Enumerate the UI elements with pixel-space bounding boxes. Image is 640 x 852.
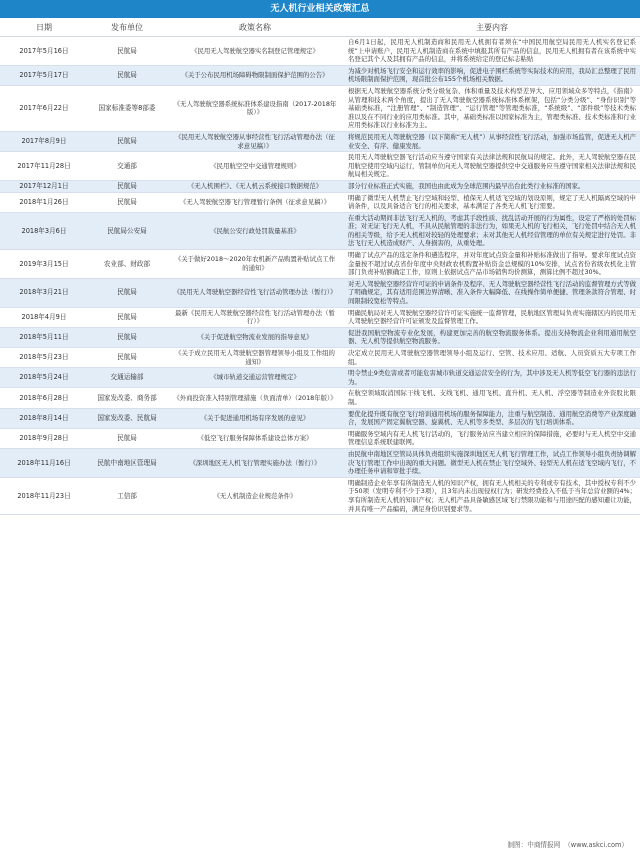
row-date: 2018年6月28日 — [0, 388, 88, 408]
row-unit: 国家发改委、民航局 — [88, 408, 166, 428]
table-row — [0, 327, 640, 347]
row-content: 民用无人驾驶航空器飞行活动应当遵守国家有关法律法规和民航局的规定。此外，无人驾驶航空器在民用航空使用空域内运行，管制单位向无人驾驶航空器提供空中交通服务应当遵守国家相关法律法规和民航局相关规定。 — [344, 152, 640, 181]
row-date: 2017年5月16日 — [0, 37, 88, 66]
row-content: 部分行业标准正式实施，我国也由此成为全球范围内最早出台此类行业标准的国家。 — [344, 180, 640, 192]
row-date: 2019年3月15日 — [0, 250, 88, 279]
row-content: 决定成立民用无人驾驶航空器管理领导小组及运行、空管、技术应用、适航、人员资质五大专项工作组。 — [344, 348, 640, 368]
row-unit: 民航局 — [88, 65, 166, 85]
source-label: 制图：中商情报网 — [507, 841, 561, 849]
row-content: 明确服务空域内有无人机飞行活动的，飞行服务站应当建立相应的保障措施，必要时与无人机空中交通管理信息系统联建联网。 — [344, 428, 640, 448]
table-row — [0, 131, 640, 151]
table-row — [0, 448, 640, 477]
row-name: 《城市轨道交通运营管理规定》 — [166, 368, 344, 388]
row-unit: 民航局 — [88, 348, 166, 368]
table-title: 无人机行业相关政策汇总 — [0, 0, 640, 18]
table-row — [0, 348, 640, 368]
row-name: 《关于促进通用机场有序发展的意见》 — [166, 408, 344, 428]
row-date: 2018年3月21日 — [0, 278, 88, 307]
row-content: 要优化提升既有航空飞行培训通用机场的服务保障能力，注重与航空制造、通用航空消费等产业深度融合，发展国产固定翼航空器、旋翼机、无人机等多类型、多层次的飞行培训体系。 — [344, 408, 640, 428]
row-content: 由民航中南地区空管局具体负责组织实施深圳地区无人机飞行管理工作，试点工作领导小组负责协调解决飞行管理工作中出现的重大问题。微型无人机在禁止飞行空域外、轻型无人机在适飞空域内飞行，不办理任务申请和审批手续。 — [344, 448, 640, 477]
row-unit: 民航中南地区管理局 — [88, 448, 166, 477]
row-date: 2017年12月1日 — [0, 180, 88, 192]
row-unit: 交通部 — [88, 152, 166, 181]
row-date: 2017年8月9日 — [0, 131, 88, 151]
table-row — [0, 152, 640, 181]
row-date: 2018年3月6日 — [0, 212, 88, 249]
row-content: 自6月1日起，民用无人机制造商和民用无人机拥有者须在“中国民用航空局民用无人机实名登记系统”上申请账户，民用无人机制造商在系统中填报其所有产品的信息，民用无人机拥有者在该系统中实名登记其个人及其拥有产品的信息，并将系统给定的登记标志粘贴 — [344, 37, 640, 66]
row-name: 《低空飞行服务保障体系建设总体方案》 — [166, 428, 344, 448]
source-note — [0, 838, 640, 852]
row-unit: 国家发改委、商务部 — [88, 388, 166, 408]
table-row — [0, 408, 640, 428]
row-name: 最新《民用无人驾驶航空器经营性飞行活动管理办法（暂行）》 — [166, 307, 344, 327]
row-unit: 民航局 — [88, 428, 166, 448]
row-name: 《外商投资准入特别管理措施（负面清单）（2018年版）》 — [166, 388, 344, 408]
row-unit: 民航局 — [88, 327, 166, 347]
header-name: 政策名称 — [166, 18, 344, 37]
table-row — [0, 307, 640, 327]
row-content: 明确了试点产品的选定条件和遴选程序，并对年度试点资金量和补贴标准做出了指导。要求年度试点资金量按不超过试点省份年度中央财政农机购置补贴资金总规模的10%安排，试点省份省级农机化主管部门负责补贴额确定工作，原则上依据试点产品市场销售均价测算，测算比例不超过30%。 — [344, 250, 640, 279]
row-content: 对无人驾驶航空器经营许可证的申请条件及程序、无人驾驶航空器经营性飞行活动的监督管理方式等做了明确规定，其有适用范围边界清晰、准入条件大幅降低、在线操作简单便捷、管理条款符合管理、时间限制较宽松等特点。 — [344, 278, 640, 307]
row-content: 根据无人驾驶航空器系统分类分级复杂、体积重量及技术构型差异大、应用领域众多等特点，《指南》从管理和技术两个角度，提出了无人驾驶航空器系统标准体系框架，包括“分类分级”、“身份识别”等基础类标准，“注册管理”、“制造管理”、“运行管理”等管理类标准，“系统级”、“部件级”等技术类标准以及在不同行业的应用类标准。其中，基础类标准以国家标准为主，管理类标准、技术类标准和行业应用类标准以行业标准为主。 — [344, 85, 640, 131]
row-content: 在航空领域取消国际干线飞机、支线飞机、通用飞机、直升机、无人机、浮空器等制造业外资股比限制。 — [344, 388, 640, 408]
table-row — [0, 368, 640, 388]
table-row — [0, 278, 640, 307]
row-content: 为减少对机场飞行安全和运行效率的影响，促进电子围栏系统等实际技术的应用，我局汇总整理了民用机场限制面保护范围，现首批公布155个机场相关数据。 — [344, 65, 640, 85]
row-content: 明确民航局对无人驾驶航空器经营许可证实施统一监督管理，民航地区管理局负责实施辖区内的民用无人驾驶航空器经营许可证颁发及监督管理工作。 — [344, 307, 640, 327]
row-date: 2018年9月28日 — [0, 428, 88, 448]
row-unit: 农业部、财政部 — [88, 250, 166, 279]
row-name: 《关于促进航空物流业发展的指导意见》 — [166, 327, 344, 347]
table-header-row — [0, 18, 640, 37]
table-row — [0, 85, 640, 131]
row-name: 《深圳地区无人机飞行管理实施办法（暂行）》 — [166, 448, 344, 477]
row-name: 《民用航空空中交通管理规则》 — [166, 152, 344, 181]
row-unit: 民航局 — [88, 307, 166, 327]
table-row — [0, 388, 640, 408]
row-date: 2018年5月24日 — [0, 368, 88, 388]
row-date: 2018年11月16日 — [0, 448, 88, 477]
row-date: 2017年5月17日 — [0, 65, 88, 85]
row-name: 《无人机制造企业规范条件》 — [166, 477, 344, 514]
header-unit: 发布单位 — [88, 18, 166, 37]
row-date: 2018年1月26日 — [0, 192, 88, 212]
row-name: 《关于做好2018～2020年农机新产品购置补贴试点工作的通知》 — [166, 250, 344, 279]
row-unit: 民航局 — [88, 37, 166, 66]
row-content: 明令禁止9类危害或者可能危害城市轨道交通运营安全的行为，其中涉及无人机等低空飞行器的违法行为。 — [344, 368, 640, 388]
row-date: 2018年5月23日 — [0, 348, 88, 368]
row-content: 促进我国航空物流专业化发展，构建更加完善的航空物流服务体系。提出支持物流企业利用通用航空器、无人机等提供航空物流服务。 — [344, 327, 640, 347]
policy-table — [0, 18, 640, 515]
row-date: 2017年11月28日 — [0, 152, 88, 181]
row-content: 明确了微型无人机禁止飞行空域和轻型、植保无人机适飞空域的划设原则，规定了无人机隔离空域的申请条件，以及具备适合飞行的相关要求，基本满足了各类无人机飞行需要。 — [344, 192, 640, 212]
row-name: 《民用无人驾驶航空器从事经营性飞行活动管理办法（征求意见稿）》 — [166, 131, 344, 151]
table-row — [0, 250, 640, 279]
table-row — [0, 192, 640, 212]
row-unit: 国家标准委等8部委 — [88, 85, 166, 131]
table-row — [0, 212, 640, 249]
row-unit: 工信部 — [88, 477, 166, 514]
row-name: 《民用无人驾驶航空器实名制登记管理规定》 — [166, 37, 344, 66]
table-row — [0, 37, 640, 66]
row-unit: 交通运输部 — [88, 368, 166, 388]
table-row — [0, 65, 640, 85]
row-content: 明确制造企业年享有所制造无人机的知识产权，拥有无人机相关的专利或专有技术，其中授权专利不少于50项（发明专利不少于3项），且3年内未出现侵权行为；研发经费投入不低于当年总营业额的4%；享有所制造无人机的知识产权；无人机产品具备敏感区域飞行禁限功能和与用途匹配的感知避让功能，并具有唯一产品编码，满足身份识别要求等。 — [344, 477, 640, 514]
row-unit: 民航局公安局 — [88, 212, 166, 249]
row-date: 2017年6月22日 — [0, 85, 88, 131]
header-date: 日期 — [0, 18, 88, 37]
row-date: 2018年11月23日 — [0, 477, 88, 514]
row-name: 《无人驾驶航空器飞行管理暂行条例（征求意见稿）》 — [166, 192, 344, 212]
row-name: 《民用无人驾驶航空器经营性飞行活动管理办法（暂行）》 — [166, 278, 344, 307]
row-unit: 民航局 — [88, 131, 166, 151]
row-name: 《无人机围栏》、《无人机云系统接口数据规范》 — [166, 180, 344, 192]
row-name: 《无人驾驶航空器系统标准体系建设指南（2017-2018年版）》 — [166, 85, 344, 131]
row-unit: 民航局 — [88, 192, 166, 212]
row-name: 《关于公布民用机场障碍物限制面保护范围的公告》 — [166, 65, 344, 85]
row-content: 在重大活动期间非法飞行无人机的，考虑其手段性质、扰乱活动开展的行为属性，设定了严格的处罚标准；对无证飞行无人机，不具从民航管理的非法行为，如果无人机的飞行相关，飞行处罚中结合无人机的相关等级，给予无人机相对较轻的处理要求；未对其他无人机经营管理的单位有关规定进行处罚。非法飞行无人机造成财产、人身损害的，从重处理。 — [344, 212, 640, 249]
row-date: 2018年8月14日 — [0, 408, 88, 428]
row-name: 《民航公安行政处罚裁量基准》 — [166, 212, 344, 249]
row-date: 2018年5月11日 — [0, 327, 88, 347]
row-unit: 民航局 — [88, 180, 166, 192]
row-content: 将规范民用无人驾驶航空器（以下简称“无人机”）从事经营性飞行活动，加强市场监管，促进无人机产业安全、有序、健康发展。 — [344, 131, 640, 151]
row-date: 2018年4月9日 — [0, 307, 88, 327]
header-content: 主要内容 — [344, 18, 640, 37]
source-url: （www.askci.com） — [564, 841, 628, 849]
table-row — [0, 428, 640, 448]
table-row — [0, 180, 640, 192]
row-unit: 民航局 — [88, 278, 166, 307]
row-name: 《关于成立民用无人驾驶航空器管理领导小组及工作组的通知》 — [166, 348, 344, 368]
table-row — [0, 477, 640, 514]
